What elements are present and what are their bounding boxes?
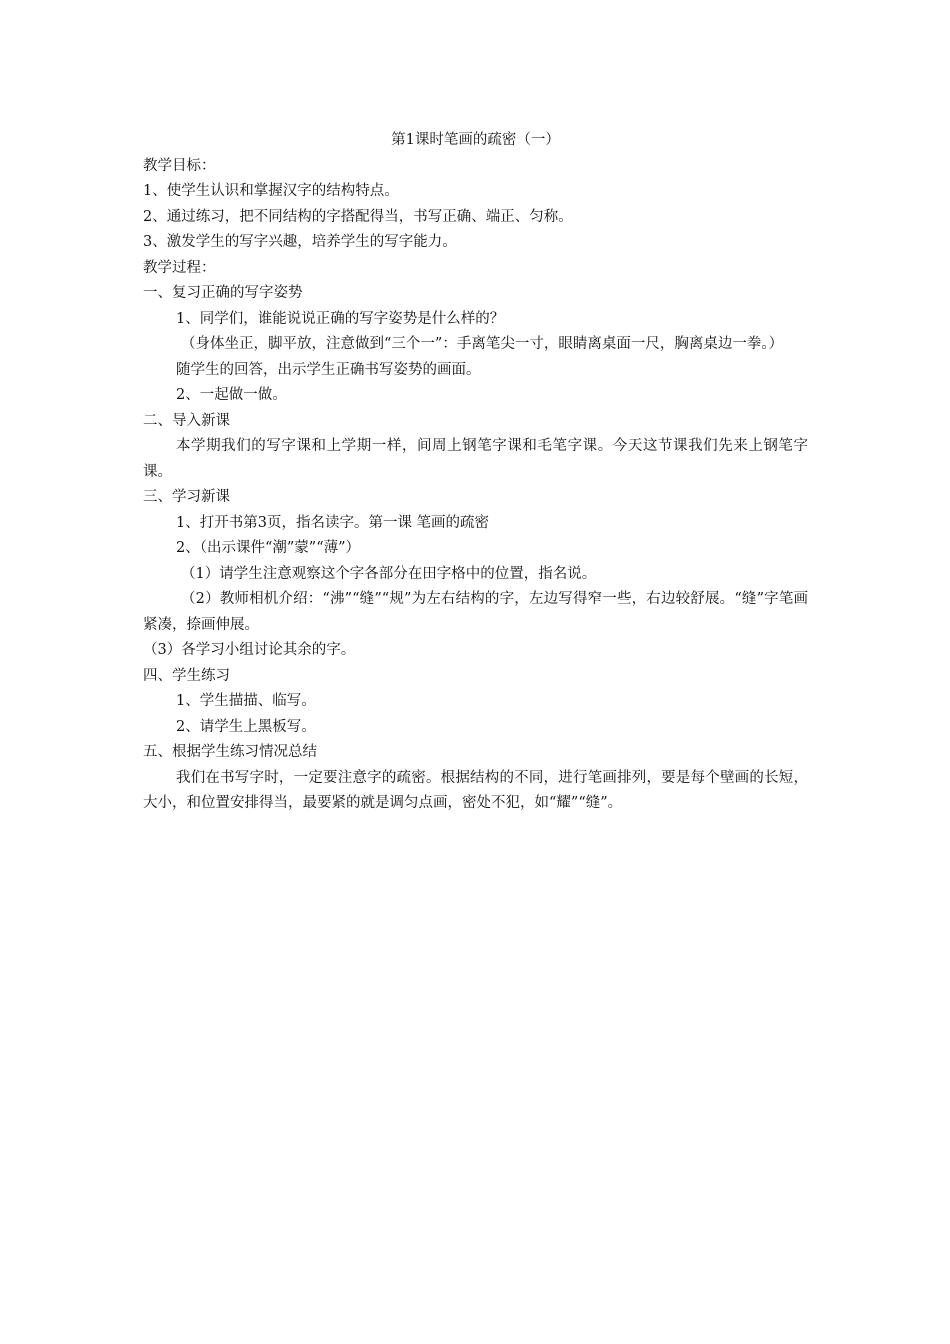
- document-body: [143, 128, 808, 817]
- step-item: （3）各学习小组讨论其余的字。: [143, 642, 356, 658]
- objective-item: 1、使学生认识和掌握汉字的结构特点。: [143, 183, 399, 199]
- step-item: 随学生的回答，出示学生正确书写姿势的画面。: [176, 361, 481, 378]
- step-item: 2、一起做一做。: [176, 387, 287, 403]
- document-title: 第1课时笔画的疏密（一）: [391, 132, 560, 148]
- step-item: （1）请学生注意观察这个字各部分在田字格中的位置，指名说。: [181, 565, 597, 582]
- step-paragraph: （2）教师相机介绍：“沸”“缝”“规”为左右结构的字，左边写得窄一些，右边较舒展。“缝”字笔画紧凑，捺画伸展。: [143, 591, 808, 633]
- step-item: 2、请学生上黑板写。: [176, 718, 316, 735]
- objective-item: 2、通过练习，把不同结构的字搭配得当，书写正确、端正、匀称。: [143, 208, 573, 225]
- step-heading: 一、复习正确的写字姿势: [143, 285, 303, 301]
- step-item: 1、学生描描、临写。: [176, 693, 316, 709]
- step-item: 2、（出示课件“潮”蒙”“薄”）: [176, 540, 361, 556]
- step-heading: 五、根据学生练习情况总结: [143, 744, 317, 760]
- step-heading: 二、导入新课: [143, 412, 230, 429]
- step-item: 1、同学们，谁能说说正确的写字姿势是什么样的？: [176, 310, 505, 327]
- objective-item: 3、激发学生的写字兴趣，培养学生的写字能力。: [143, 234, 457, 250]
- step-heading: 三、学习新课: [143, 489, 230, 505]
- step-paragraph: 本学期我们的写字课和上学期一样，间周上钢笔字课和毛笔字课。今天这节课我们先来上钢笔字课。: [143, 438, 808, 480]
- step-paragraph: 我们在书写字时，一定要注意字的疏密。根据结构的不同，进行笔画排列，要是每个壁画的长短，大小，和位置安排得当，最要紧的就是调匀点画，密处不犯，如“耀”“缝”。: [143, 769, 808, 811]
- step-item: 1、打开书第3页，指名读字。第一课 笔画的疏密: [176, 514, 490, 531]
- step-paragraph: （身体坐正，脚平放，注意做到“三个一”：手离笔尖一寸，眼睛离桌面一尺，胸离桌边一拳。）: [181, 336, 784, 352]
- section-heading-objectives: 教学目标：: [143, 157, 216, 174]
- step-heading: 四、学生练习: [143, 667, 230, 684]
- section-heading-process: 教学过程：: [143, 259, 216, 276]
